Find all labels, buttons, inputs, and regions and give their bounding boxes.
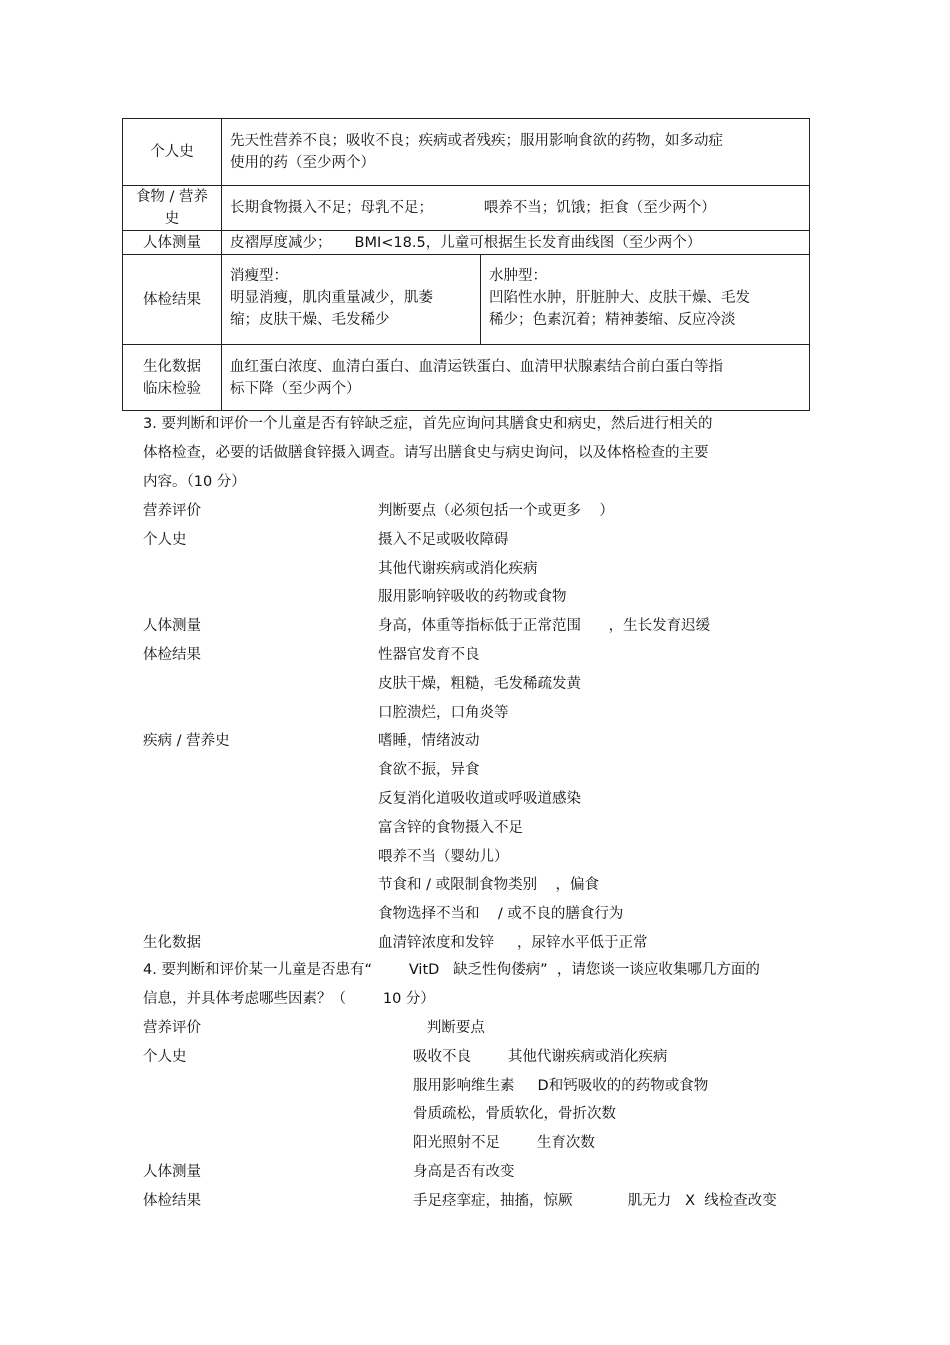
row-value-text: 长期食物摄入不足；母乳不足； 喂养不当；饥饿；拒食（至少两个） [230, 200, 716, 216]
q4-row-point: 阳光照射不足 生育次数 [413, 1135, 595, 1152]
q3-row-category: 个人史 [143, 531, 187, 548]
row-value-line: 使用的药（至少两个） [230, 155, 375, 171]
q4-row-point: 骨质疏松，骨质软化，骨折次数 [413, 1106, 616, 1123]
q3-row-category: 生化数据 [143, 935, 201, 951]
table-row [123, 345, 810, 411]
q3-row-category: 疾病 / 营养史 [143, 733, 230, 750]
q3-text-line: 3. 要判断和评价一个儿童是否有锌缺乏症，首先应询问其膳食史和病史，然后进行相关的 [143, 416, 713, 432]
row-label-text: 体检结果 [143, 291, 201, 308]
table-row [123, 255, 810, 345]
row-label [123, 345, 222, 411]
q3-row-point: 皮肤干燥，粗糙，毛发稀疏发黄 [378, 675, 581, 692]
row-value-line: 缩；皮肤干燥、毛发稀少 [230, 312, 390, 328]
row-value-line: 凹陷性水肿，肝脏肿大、皮肤干燥、毛发 [489, 290, 750, 306]
row-value-right [481, 255, 810, 345]
row-value [222, 186, 810, 231]
row-label [123, 231, 222, 255]
row-value-line: 先天性营养不良；吸收不良；疾病或者残疾；服用影响食欲的药物，如多动症 [230, 133, 723, 149]
q3-row-category: 体检结果 [143, 647, 201, 663]
row-value-line: 标下降（至少两个） [230, 380, 361, 397]
row-label-line: 食物 / 营养 [135, 189, 209, 205]
q3-row-point: 其他代谢疾病或消化疾病 [378, 560, 538, 577]
table-row [123, 119, 810, 186]
q4-text-line: 信息，并具体考虑哪些因素？（ 10 分） [143, 991, 435, 1007]
q3-text-line: 体格检查，必要的话做膳食锌摄入调查。请写出膳食史与病史询问，以及体格检查的主要 [143, 445, 709, 461]
row-value [222, 231, 810, 255]
q3-row-category: 营养评价 [143, 503, 201, 519]
q3-row-point: 判断要点（必须包括一个或更多 ） [378, 503, 614, 519]
q3-row-category: 人体测量 [143, 618, 201, 635]
row-value [222, 345, 810, 411]
table-row [123, 231, 810, 255]
q4-row-point: 手足痉挛症，抽搐，惊厥 肌无力 X 线检查改变 [413, 1192, 777, 1209]
table-row [123, 186, 810, 231]
q3-row-point: 嗜睡，情绪波动 [378, 733, 480, 750]
q4-row-point: 身高是否有改变 [413, 1164, 515, 1180]
q4-row-point: 判断要点 [413, 1020, 485, 1036]
row-label-text: 人体测量 [143, 234, 201, 251]
q3-row-point: 反复消化道吸收道或呼吸道感染 [378, 791, 581, 807]
q3-row-point: 节食和 / 或限制食物类别 ，偏食 [378, 877, 600, 894]
q3-row-point: 摄入不足或吸收障碍 [378, 531, 509, 548]
q3-row-point: 性器官发育不良 [378, 647, 480, 663]
row-value-line: 血红蛋白浓度、血清白蛋白、血清运铁蛋白、血清甲状腺素结合前白蛋白等指 [230, 358, 723, 375]
q3-row-point: 喂养不当（婴幼儿） [378, 848, 509, 865]
q4-row-point: 吸收不良 其他代谢疾病或消化疾病 [413, 1048, 668, 1065]
q3-text-line: 内容。（10 分） [143, 474, 246, 490]
row-label-line: 生化数据 [143, 358, 201, 375]
row-label [123, 186, 222, 231]
row-value-line: 稀少；色素沉着；精神萎缩、反应冷淡 [489, 312, 736, 328]
row-value-line: 明显消瘦，肌肉重量减少，肌萎 [230, 290, 433, 306]
row-value [222, 119, 810, 186]
q3-row-point: 服用影响锌吸收的药物或食物 [378, 589, 567, 606]
row-value-line: 消瘦型： [230, 268, 288, 284]
row-label [123, 255, 222, 345]
q4-text-line: 4. 要判断和评价某一儿童是否患有“ VitD 缺乏性佝偻病” ，请您谈一谈应收集哪几方面的 [143, 962, 760, 978]
row-label-text: 个人史 [150, 144, 194, 160]
row-label [123, 119, 222, 186]
q3-row-point: 血清锌浓度和发锌 ，尿锌水平低于正常 [378, 935, 648, 951]
q3-row-point: 身高，体重等指标低于正常范围 ，生长发育迟缓 [378, 618, 711, 635]
q4-row-category: 体检结果 [143, 1192, 201, 1209]
row-value-left [222, 255, 481, 345]
row-value-text: 皮褶厚度减少； BMI<18.5，儿童可根据生长发育曲线图（至少两个） [230, 234, 702, 251]
q3-row-point: 富含锌的食物摄入不足 [378, 819, 523, 836]
row-label-line: 史 [164, 211, 180, 227]
q3-row-point: 食物选择不当和 / 或不良的膳食行为 [378, 906, 624, 923]
assessment-table [122, 118, 810, 411]
q4-row-category: 个人史 [143, 1048, 187, 1065]
q3-row-point: 口腔溃烂，口角炎等 [378, 704, 509, 721]
q4-row-point: 服用影响维生素 D和钙吸收的的药物或食物 [413, 1077, 709, 1094]
row-value-line: 水肿型： [489, 268, 547, 284]
row-label-line: 临床检验 [143, 380, 201, 397]
q3-row-point: 食欲不振，异食 [378, 762, 480, 779]
q4-row-category: 人体测量 [143, 1164, 201, 1180]
q4-row-category: 营养评价 [143, 1020, 201, 1036]
